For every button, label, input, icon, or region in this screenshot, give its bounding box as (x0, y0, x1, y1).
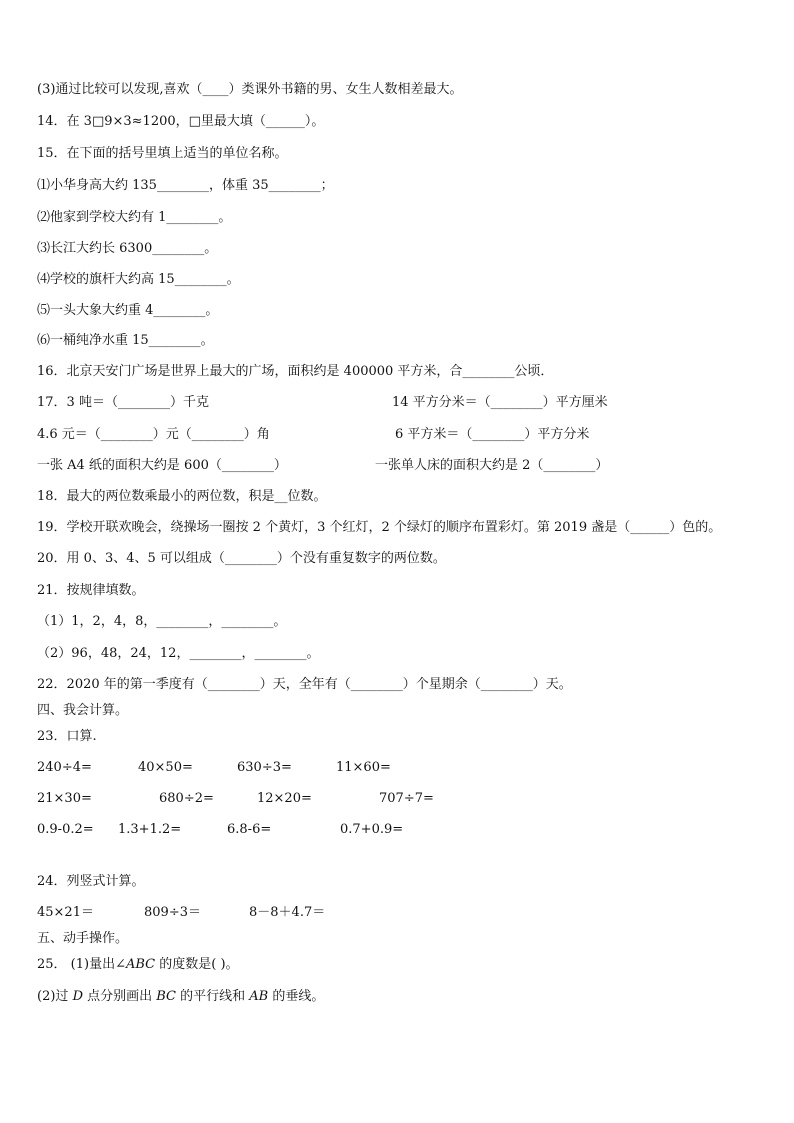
q25-part2-prefix: (2)过 (37, 989, 73, 1004)
question-16: 16．北京天安门广场是世界上最大的广场，面积约是 400000 平方米，合________公顷． (37, 364, 554, 379)
question-18: 18．最大的两位数乘最小的两位数，积是__位数。 (37, 489, 327, 504)
point-d-label: D (72, 989, 83, 1004)
question-21-item1: （1）1，2，4，8，________，________。 (37, 614, 287, 629)
mental-calc-item: 680÷2= (159, 791, 214, 806)
mental-calc-item: 1.3+1.2= (118, 822, 182, 837)
mental-calc-item: 6.8-6= (227, 822, 272, 837)
segment-bc-label: BC (156, 989, 177, 1004)
vertical-calc-item: 45×21＝ (37, 905, 94, 920)
question-14: 14．在 3□9×3≈1200，□里最大填（______）。 (37, 114, 325, 129)
mental-calc-item: 240÷4= (37, 760, 92, 775)
question-22: 22．2020 年的第一季度有（________）天，全年有（________）个星期余（________）天。 (37, 677, 572, 692)
question-25-part2 (37, 989, 324, 1005)
question-19: 19．学校开联欢晚会，绕操场一圈按 2 个黄灯，3 个红灯，2 个绿灯的顺序布置彩灯。第 2019 盏是（______）色的。 (37, 520, 722, 535)
mental-calc-item: 12×20= (257, 791, 312, 806)
question-17-e: 一张 A4 纸的面积大约是 600（________） (37, 458, 287, 473)
question-24-title: 24．列竖式计算。 (37, 874, 145, 889)
q25-part2-suffix: 的垂线。 (268, 989, 325, 1004)
q25-part2-mid2: 的平行线和 (176, 989, 250, 1004)
question-15-item1: ⑴小华身高大约 135________，体重 35________； (37, 178, 334, 193)
question-15-item2: ⑵他家到学校大约有 1________。 (37, 210, 232, 225)
mental-calc-item: 630÷3= (237, 760, 292, 775)
mental-calc-item: 11×60= (336, 760, 391, 775)
question-17-f: 一张单人床的面积大约是 2（________） (375, 458, 609, 473)
mental-calc-item: 0.9-0.2= (37, 822, 94, 837)
question-23-title: 23．口算. (37, 729, 97, 744)
mental-calc-item: 21×30= (37, 791, 92, 806)
question-21-item2: （2）96，48，24，12，________，________。 (37, 646, 320, 661)
mental-calc-item: 0.7+0.9= (340, 822, 404, 837)
question-20: 20．用 0、3、4、5 可以组成（________）个没有重复数字的两位数。 (37, 551, 446, 566)
question-13-part3: (3)通过比较可以发现,喜欢（____）类课外书籍的男、女生人数相差最大。 (37, 82, 463, 97)
mental-calc-item: 40×50= (138, 760, 193, 775)
question-15-item3: ⑶长江大约长 6300________。 (37, 241, 218, 256)
q25-part2-mid1: 点分别画出 (83, 989, 157, 1004)
question-17-c: 4.6 元＝（________）元（________）角 (37, 427, 270, 442)
section-4-heading: 四、我会计算。 (37, 703, 129, 718)
question-17-a: 17．3 吨＝（________）千克 (37, 395, 209, 410)
question-15-item5: ⑸一头大象大约重 4________。 (37, 303, 219, 318)
segment-ab-label: AB (249, 989, 269, 1004)
angle-abc-label: ABC (125, 957, 156, 972)
question-17-d: 6 平方米＝（________）平方分米 (395, 427, 590, 442)
question-25-part1 (37, 957, 239, 973)
vertical-calc-item: 8－8＋4.7＝ (249, 905, 326, 920)
vertical-calc-item: 809÷3＝ (144, 905, 201, 920)
question-17-b: 14 平方分米＝（________）平方厘米 (392, 395, 608, 410)
q25-part1-prefix: 25． (1)量出∠ (37, 957, 126, 972)
section-5-heading: 五、动手操作。 (37, 931, 129, 946)
q25-part1-suffix: 的度数是( )。 (155, 957, 239, 972)
mental-calc-item: 707÷7= (379, 791, 434, 806)
question-15-title: 15．在下面的括号里填上适当的单位名称。 (37, 146, 288, 161)
question-15-item6: ⑹一桶纯净水重 15________。 (37, 333, 214, 348)
question-21-title: 21．按规律填数。 (37, 583, 145, 598)
question-15-item4: ⑷学校的旗杆大约高 15________。 (37, 272, 240, 287)
